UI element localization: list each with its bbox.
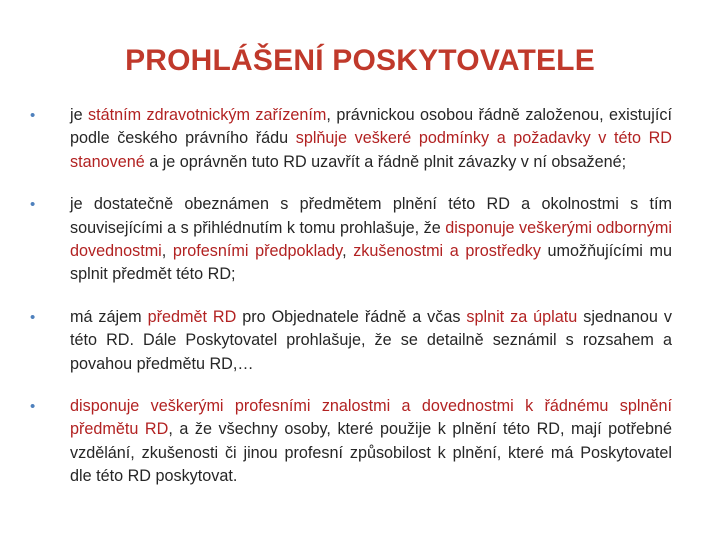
text-segment: a je oprávněn tuto RD uzavřít a řádně plnit závazky v ní obsažené; bbox=[144, 152, 627, 171]
bullet-list bbox=[30, 104, 672, 508]
text-segment: , bbox=[342, 242, 354, 261]
bullet-text bbox=[70, 104, 672, 174]
highlight-segment: disponuje veškerými odbornými dovednostmi bbox=[70, 218, 672, 261]
bullet-text bbox=[70, 193, 672, 287]
text-segment: umožňujícími mu splnit předmět této RD; bbox=[70, 242, 672, 284]
text-segment: pro Objednatele řádně a včas bbox=[236, 307, 467, 326]
text-segment: je bbox=[70, 106, 89, 124]
text-segment: , právnickou osobou řádně založenou, existující podle českého právního řádu bbox=[70, 106, 672, 148]
bullet-icon: • bbox=[30, 308, 36, 326]
bullet-icon: • bbox=[30, 398, 36, 416]
list-item bbox=[30, 104, 672, 174]
bullet-icon: • bbox=[30, 196, 36, 214]
list-item bbox=[30, 306, 672, 376]
highlight-segment: profesními předpoklady bbox=[172, 242, 343, 261]
highlight-segment: splnit za úplatu bbox=[466, 307, 578, 326]
text-segment: je dostatečně obeznámen s předmětem plnění této RD a okolnostmi s tím souvisejícími a s přihlédnutím k tomu prohlašuje, že bbox=[70, 195, 672, 237]
text-segment: , bbox=[161, 242, 173, 261]
highlight-segment: zkušenostmi a prostředky bbox=[353, 242, 541, 261]
bullet-icon: • bbox=[30, 107, 36, 124]
list-item bbox=[30, 395, 672, 489]
text-segment: má zájem bbox=[70, 307, 148, 326]
bullet-text bbox=[70, 306, 672, 376]
highlight-segment: předmět RD bbox=[147, 307, 237, 326]
highlight-segment: splňuje veškeré podmínky a požadavky v této RD stanovené bbox=[70, 129, 672, 171]
highlight-segment: státním zdravotnickým zařízením bbox=[88, 106, 327, 124]
list-item bbox=[30, 193, 672, 287]
text-segment: sjednanou v této RD. Dále Poskytovatel prohlašuje, že se detailně seznámil s rozsahem a povahou předmětu RD,… bbox=[70, 307, 672, 373]
highlight-segment: disponuje veškerými profesními znalostmi a dovednostmi k řádnému splnění předmětu RD bbox=[70, 397, 672, 439]
bullet-text bbox=[70, 395, 672, 489]
page-title: PROHLÁŠENÍ POSKYTOVATELE bbox=[125, 44, 595, 77]
text-segment: , a že všechny osoby, které použije k plnění této RD, mají potřebné vzdělání, zkušenosti či jinou profesní způsobilost k plnění, které má Poskytovatel dle této RD poskytovat. bbox=[70, 420, 673, 486]
